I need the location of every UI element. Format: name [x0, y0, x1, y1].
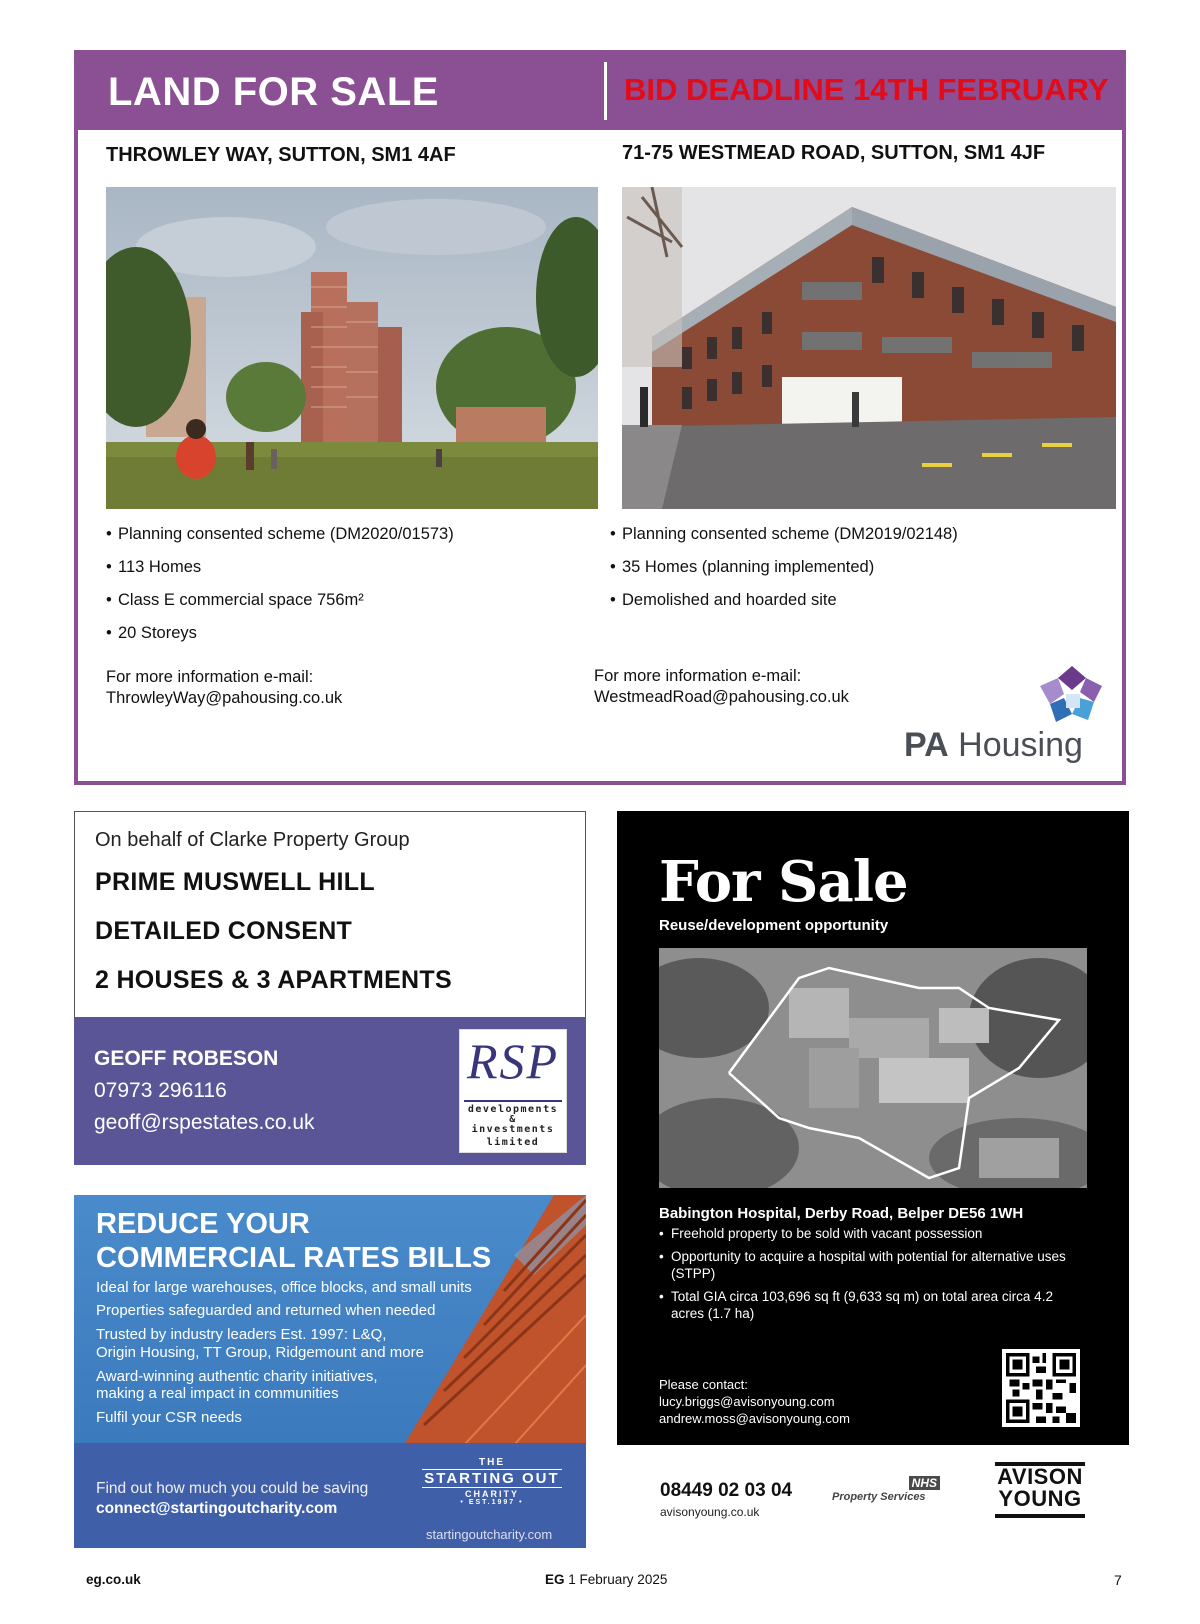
footer-site[interactable]: eg.co.uk [86, 1572, 141, 1587]
throwley-way-render [106, 187, 598, 509]
throwley-way-contact [106, 667, 342, 709]
contact-email-link[interactable]: geoff@rspestates.co.uk [94, 1111, 315, 1134]
bullet-item: • Total GIA circa 103,696 sq ft (9,633 sq m) on total area circa 4.2 acres (1.7 ha) [659, 1288, 1079, 1322]
footer-issue [545, 1572, 667, 1587]
ay-website-link[interactable]: avisonyoung.co.uk [660, 1505, 760, 1519]
nhs-badge: NHS [909, 1476, 940, 1490]
rsp-logo-line: limited [486, 1137, 540, 1148]
so-point: Origin Housing, TT Group, Ridgemount and more [96, 1344, 424, 1361]
so-email-link[interactable]: connect@startingoutcharity.com [96, 1500, 338, 1517]
rsp-logo-line: & [509, 1114, 517, 1125]
pa-ad-title: LAND FOR SALE [108, 70, 439, 114]
on-behalf-text: On behalf of Clarke Property Group [95, 829, 410, 851]
westmead-road-render [622, 187, 1116, 509]
avison-logo-line: AVISON [997, 1464, 1083, 1489]
so-ad-lower [74, 1443, 586, 1548]
rsp-logo-line: investments [471, 1124, 555, 1135]
site-bullets [659, 1225, 1079, 1328]
pa-housing-logo-text: PA Housing [904, 726, 1083, 764]
avison-young-logo [995, 1462, 1085, 1518]
aerial-site-photo [659, 948, 1087, 1188]
throwley-way-heading: THROWLEY WAY, SUTTON, SM1 4AF [106, 144, 456, 166]
rsp-ad [74, 811, 586, 1165]
for-sale-subtitle: Reuse/development opportunity [659, 917, 889, 934]
so-point: making a real impact in communities [96, 1385, 339, 1402]
bullet-item: • Class E commercial space 756m² [106, 590, 586, 611]
westmead-road-bullets [610, 524, 1090, 623]
rsp-logo [459, 1029, 567, 1153]
bullet-item: • Planning consented scheme (DM2019/02148) [610, 524, 1090, 545]
nhs-text: Property Services [832, 1491, 926, 1503]
so-point: Fulfil your CSR needs [96, 1409, 242, 1426]
site-address: Babington Hospital, Derby Road, Belper DE56 1WH [659, 1205, 1024, 1222]
avison-young-ad [617, 811, 1129, 1445]
throwley-way-bullets [106, 524, 586, 656]
for-sale-title: For Sale [659, 849, 908, 915]
rsp-headline-1: PRIME MUSWELL HILL [95, 868, 375, 896]
contact-phone[interactable]: 07973 296116 [94, 1079, 227, 1102]
pa-housing-logo-icon [1036, 664, 1108, 734]
bid-deadline: BID DEADLINE 14TH FEBRUARY [624, 72, 1109, 107]
so-headline-line: REDUCE YOUR [96, 1208, 310, 1240]
logo-charity: CHARITY [465, 1489, 519, 1499]
header-divider [604, 62, 607, 120]
qr-code[interactable] [1002, 1349, 1080, 1427]
rsp-logo-letters: RSP [466, 1033, 560, 1089]
pa-housing-ad [74, 50, 1126, 785]
ay-phone-number[interactable]: 08449 02 03 04 [660, 1480, 793, 1501]
westmead-road-email-link[interactable]: WestmeadRoad@pahousing.co.uk [594, 688, 849, 706]
footer-date: 1 February 2025 [568, 1572, 668, 1587]
rsp-ad-top [74, 811, 586, 1017]
bullet-item: • Demolished and hoarded site [610, 590, 1090, 611]
starting-out-ad [74, 1195, 586, 1548]
bullet-item: • Opportunity to acquire a hospital with potential for alternative uses (STPP) [659, 1248, 1079, 1282]
bullet-item: • 35 Homes (planning implemented) [610, 557, 1090, 578]
rsp-headline-2: DETAILED CONSENT [95, 917, 353, 945]
pa-ad-header [78, 54, 1122, 130]
bullet-item: • Planning consented scheme (DM2020/01573) [106, 524, 586, 545]
bullet-item: • 20 Storeys [106, 623, 586, 644]
rsp-headline-3: 2 HOUSES & 3 APARTMENTS [95, 966, 452, 994]
so-headline [96, 1207, 491, 1275]
bullet-item: • 113 Homes [106, 557, 586, 578]
nhs-property-services-logo [830, 1476, 940, 1506]
westmead-road-contact [594, 666, 849, 708]
so-website-link[interactable]: startingoutcharity.com [426, 1527, 553, 1542]
westmead-road-heading: 71-75 WESTMEAD ROAD, SUTTON, SM1 4JF [622, 142, 1046, 164]
page-number: 7 [1114, 1572, 1122, 1588]
contact-email-link[interactable]: lucy.briggs@avisonyoung.com [659, 1394, 835, 1409]
so-point: Award-winning authentic charity initiatives, [96, 1368, 378, 1385]
so-point: Trusted by industry leaders Est. 1997: L&Q, [96, 1326, 387, 1343]
contact-email-link[interactable]: andrew.moss@avisonyoung.com [659, 1411, 850, 1426]
logo-the: THE [479, 1457, 505, 1468]
avison-logo-line: YOUNG [998, 1486, 1082, 1511]
rsp-logo-line: developments [467, 1104, 559, 1115]
so-point: Ideal for large warehouses, office blocks, and small units [96, 1279, 472, 1296]
so-point: Properties safeguarded and returned when needed [96, 1302, 436, 1319]
throwley-way-email-link[interactable]: ThrowleyWay@pahousing.co.uk [106, 689, 343, 707]
contact-label: For more information e-mail: [594, 667, 802, 685]
contact-label: For more information e-mail: [106, 668, 314, 686]
rsp-contact-panel [74, 1017, 586, 1165]
logo-bar [464, 1100, 562, 1102]
logo-est: • EST.1997 • [460, 1499, 524, 1506]
logo-main: STARTING OUT [422, 1469, 562, 1488]
so-find-text: Find out how much you could be saving [96, 1480, 369, 1497]
footer-pub: EG [545, 1572, 565, 1587]
contact-name: GEOFF ROBESON [94, 1047, 279, 1070]
so-headline-line: COMMERCIAL RATES BILLS [96, 1242, 492, 1274]
starting-out-logo [422, 1457, 562, 1527]
bullet-item: • Freehold property to be sold with vacant possession [659, 1225, 1079, 1242]
contact-label: Please contact: [659, 1377, 748, 1392]
